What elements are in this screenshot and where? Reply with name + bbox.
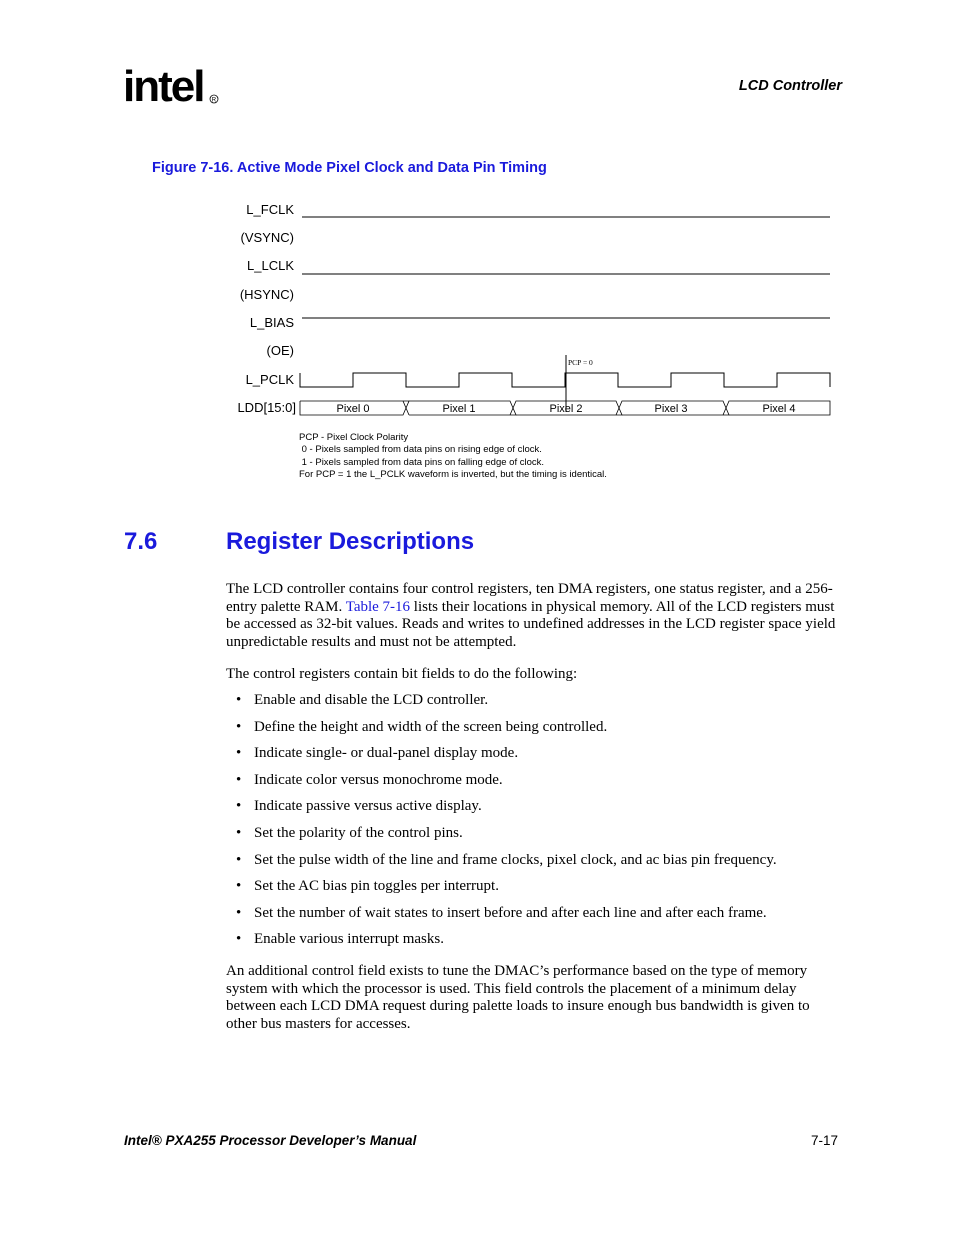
signal-label-l-lclk: L_LCLK [247, 258, 294, 273]
signal-label-hsync: (HSYNC) [239, 287, 294, 302]
note-line: 1 - Pixels sampled from data pins on falling edge of clock. [299, 456, 545, 468]
bitfield-list [236, 689, 836, 955]
list-item: • Enable various interrupt masks. [236, 931, 444, 948]
paragraph-dmac-tuning: An additional control field exists to tune the DMAC’s performance based on the type of memory system with which the processor is used. This field controls the placement of a minimum delay between each LCD DMA request during palette loads to insure enough bus bandwidth is given to other bus masters for accesses. [226, 963, 810, 1032]
signal-label-vsync: (VSYNC) [240, 230, 294, 245]
list-item: • Indicate passive versus active display. [236, 798, 482, 815]
list-item: • Enable and disable the LCD controller. [236, 692, 489, 708]
paragraph-bitfields-intro: The control registers contain bit fields to do the following: [226, 666, 578, 682]
list-item: • Indicate single- or dual-panel display mode. [236, 745, 519, 762]
pixel-label: Pixel 3 [654, 403, 688, 415]
section-number: 7.6 [124, 528, 158, 555]
note-line: 0 - Pixels sampled from data pins on rising edge of clock. [299, 444, 542, 456]
list-item: • Set the polarity of the control pins. [236, 824, 463, 841]
pixel-label: Pixel 4 [762, 403, 796, 415]
list-item: • Set the AC bias pin toggles per interrupt. [236, 878, 499, 895]
section-title: Register Descriptions [226, 528, 475, 555]
pixel-label: Pixel 1 [442, 403, 476, 415]
pcp-marker-label: PCP = 0 [568, 358, 593, 367]
svg-text:R: R [211, 97, 217, 104]
signal-label-l-pclk: L_PCLK [245, 372, 294, 387]
pixel-label: Pixel 2 [549, 403, 583, 415]
signal-label-ldd: LDD[15:0] [237, 400, 296, 415]
list-item: • Set the pulse width of the line and frame clocks, pixel clock, and ac bias pin frequency. [236, 851, 777, 868]
paragraph-intro: The LCD controller contains four control registers, ten DMA registers, one status register, and a 256-entry palette RAM. Table 7-16 lists their locations in physical memory. All of the LCD registers must be accessed as 32-bit values. Reads and writes to undefined addresses in the LCD register space yield unpredictable results and must not be attempted. [226, 581, 836, 650]
note-line: PCP - Pixel Clock Polarity [299, 432, 409, 443]
table-7-16-link[interactable]: Table 7-16 [345, 598, 411, 615]
footer-manual-title: Intel® PXA255 Processor Developer’s Manual [124, 1133, 417, 1148]
running-header-section: LCD Controller [738, 78, 842, 94]
signal-label-l-bias: L_BIAS [249, 315, 294, 330]
timing-diagram [0, 0, 954, 500]
note-line: For PCP = 1 the L_PCLK waveform is inverted, but the timing is identical. [299, 468, 607, 480]
footer-page-number: 7-17 [810, 1133, 838, 1148]
figure-notes [299, 432, 607, 481]
pixel-label: Pixel 0 [336, 403, 370, 415]
signal-label-oe: (OE) [266, 343, 294, 358]
list-item: • Set the number of wait states to insert before and after each line and after each frame. [236, 904, 767, 921]
svg-text:intel: intel [123, 62, 204, 111]
signal-label-l-fclk: L_FCLK [246, 202, 294, 217]
l-pclk-waveform [300, 373, 830, 387]
figure-caption: Figure 7-16. Active Mode Pixel Clock and Data Pin Timing [152, 160, 547, 176]
list-item: • Define the height and width of the screen being controlled. [236, 718, 608, 735]
list-item: • Indicate color versus monochrome mode. [236, 771, 503, 788]
